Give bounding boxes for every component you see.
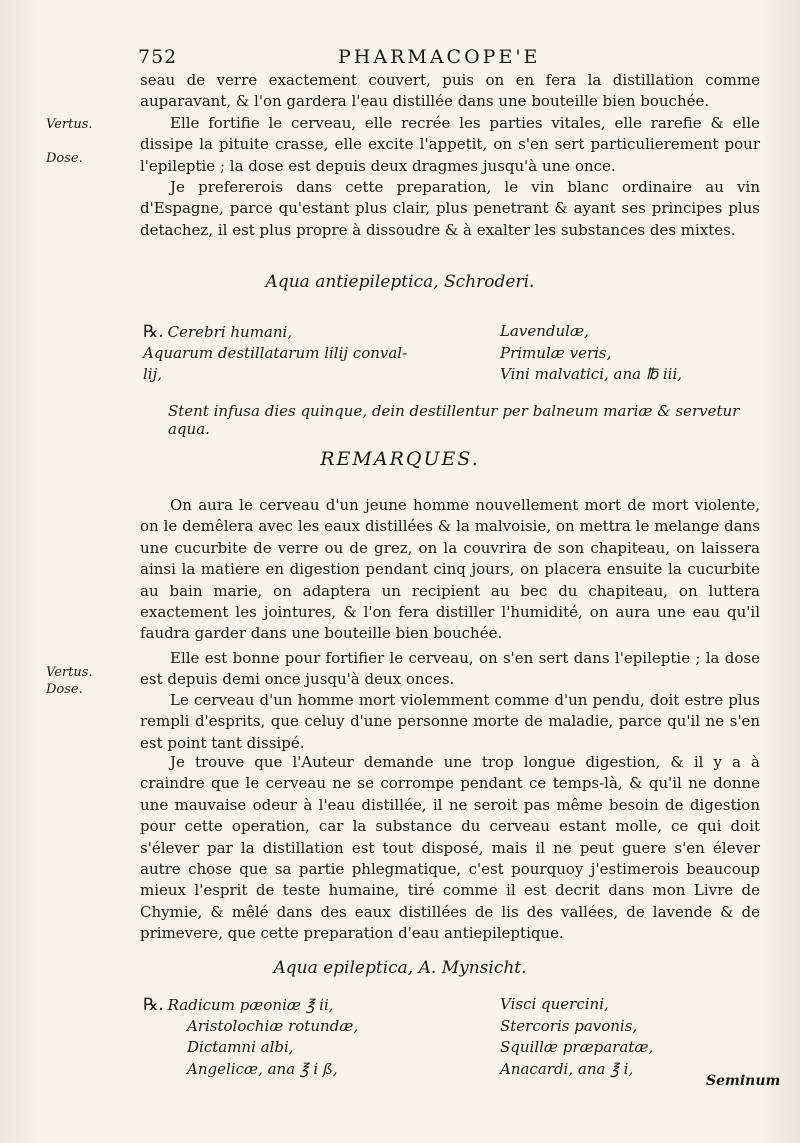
ingredient-right: Primulæ veris, bbox=[500, 343, 612, 362]
recipe-row bbox=[143, 344, 763, 366]
recipe-symbol-icon: ℞. bbox=[143, 322, 164, 342]
paragraph-continuation: seau de verre exactement couvert, puis on en fera la distillation comme auparavant, & l'on gardera l'eau distillée dans une bouteille bien bouchée. bbox=[140, 71, 760, 111]
paragraph-virtues: Elle fortifie le cerveau, elle recrée les parties vitales, elle rarefie & elle dissipe la pituite crasse, elle excite l'appetit, on s'en sert particulierement pour l'epileptie ; la dose est depuis deux dragmes jusqu'à une once. bbox=[140, 114, 760, 175]
recipe-row bbox=[143, 1038, 763, 1060]
page-number: 752 bbox=[138, 46, 178, 68]
ingredient-left: Aristolochiæ rotundæ, bbox=[187, 1016, 359, 1035]
ingredient-left: Dictamni albi, bbox=[187, 1038, 294, 1056]
recipe-title: Aqua epileptica, A. Mynsicht. bbox=[273, 958, 527, 978]
margin-note-dose: Dose. bbox=[46, 151, 83, 166]
margin-note-vertus: Vertus. bbox=[46, 117, 93, 132]
catchword: Seminum bbox=[706, 1073, 781, 1089]
recipe-ingredients bbox=[143, 995, 763, 1081]
remark-paragraph: Elle est bonne pour fortifier le cerveau, on s'en sert dans l'epileptie ; la dose est depuis demi once jusqu'à deux onces. bbox=[140, 649, 760, 689]
recipe-row bbox=[143, 1060, 763, 1082]
recipe-ingredients bbox=[143, 322, 763, 387]
ingredient-left: ℞. Radicum pæoniæ ℥ ii, bbox=[143, 995, 334, 1015]
remark-paragraph: On aura le cerveau d'un jeune homme nouvellement mort de mort violente, on le demêlera avec les eaux distillées & la malvoisie, on mettra le melange dans une cucurbite de verre ou de grez, on la couvrira de son chapiteau, on laissera ainsi la matiere en digestion pendant cinq jours, on placera ensuite la cucurbite au bain marie, on adaptera un recipient au bec du chapiteau, on luttera exactement les jointures, & l'on fera distiller l'humidité, on aura une eau qu'il faudra garder dans une bouteille bien bouchée. bbox=[140, 496, 760, 643]
recipe-symbol-icon: ℞. bbox=[143, 995, 164, 1015]
ingredient-left: Aquarum destillatarum lilij conval- bbox=[143, 343, 408, 362]
ingredient-right: Visci quercini, bbox=[500, 995, 609, 1013]
recipe-instruction: Stent infusa dies quinque, dein destillentur per balneum mariæ & servetur aqua. bbox=[168, 402, 740, 438]
ingredient-left: Angelicæ, ana ℥ i ß, bbox=[187, 1059, 338, 1078]
ingredient-right: Anacardi, ana ℥ i, bbox=[500, 1059, 634, 1078]
paragraph-preference: Je prefererois dans cette preparation, le vin blanc ordinaire au vin d'Espagne, parce qu'estant plus clair, plus penetrant & ayant ses principes plus detachez, il est plus propre à dissoudre & à exalter les substances des mixtes. bbox=[140, 178, 760, 239]
remark-paragraph: Je trouve que l'Auteur demande une trop longue digestion, & il y a à craindre que le cerveau ne se corrompe pendant ce temps-là, & qu'il ne donne une mauvaise odeur à l'eau distillée, il ne seroit pas même besoin de digestion pour cette operation, car la substance du cerveau estant molle, ce qui doit s'élever par la distillation est tout disposé, mais il ne peut guere s'en élever autre chose que sa partie phlegmatique, c'est pourquoy j'estimerois beaucoup mieux l'esprit de teste humaine, tiré comme il est decrit dans mon Livre de Chymie, & mêlé dans des eaux distillées de lis des vallées, de lavende & de primevere, que cette preparation d'eau antiepileptique. bbox=[140, 753, 760, 943]
running-head bbox=[138, 46, 758, 72]
recipe-row bbox=[143, 365, 763, 387]
recipe-row bbox=[143, 995, 763, 1017]
recipe-row bbox=[143, 322, 763, 344]
section-title-remarques: REMARQUES. bbox=[320, 448, 480, 470]
ingredient-right: Squillæ præparatæ, bbox=[500, 1038, 654, 1056]
ingredient-right: Vini malvatici, ana ℔ iii, bbox=[500, 365, 683, 383]
ingredient-left: ℞. Cerebri humani, bbox=[143, 322, 293, 342]
ingredient-left: lij, bbox=[143, 365, 163, 383]
margin-note-vertus: Vertus. bbox=[46, 665, 93, 680]
recipe-title: Aqua antiepileptica, Schroderi. bbox=[265, 272, 535, 292]
ingredient-right: Stercoris pavonis, bbox=[500, 1016, 638, 1035]
remark-paragraph: Le cerveau d'un homme mort violemment comme d'un pendu, doit estre plus rempli d'esprits, que celuy d'une personne morte de maladie, parce qu'il ne s'en est point tant dissipé. bbox=[140, 691, 760, 752]
recipe-row bbox=[143, 1017, 763, 1039]
ingredient-right: Lavendulæ, bbox=[500, 322, 589, 340]
margin-note-dose: Dose. bbox=[46, 682, 83, 697]
running-title: PHARMACOPE'E bbox=[338, 46, 541, 68]
